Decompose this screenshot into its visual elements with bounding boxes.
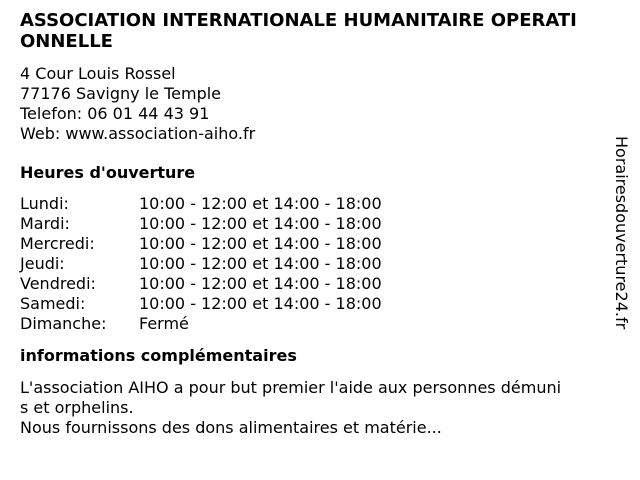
info-description	[20, 378, 565, 438]
address-block	[20, 64, 600, 144]
hours-row-jeudi	[20, 254, 600, 274]
address-city: 77176 Savigny le Temple	[20, 84, 222, 103]
phone-number: Telefon: 06 01 44 43 91	[20, 104, 210, 123]
hours-row-mardi	[20, 214, 600, 234]
hours-row-lundi	[20, 194, 600, 214]
info-text-line: Nous fournissons des dons alimentaires et matérie...	[20, 418, 442, 437]
hours-day: Jeudi:	[20, 254, 65, 273]
info-heading: informations complémentaires	[20, 346, 297, 365]
hours-row-samedi	[20, 294, 600, 314]
business-name: ASSOCIATION INTERNATIONALE HUMANITAIRE OPERATIONNELLE	[20, 10, 577, 52]
hours-time: 10:00 - 12:00 et 14:00 - 18:00	[139, 234, 382, 253]
hours-table	[20, 194, 600, 334]
hours-day: Mardi:	[20, 214, 70, 233]
hours-time: 10:00 - 12:00 et 14:00 - 18:00	[139, 274, 382, 293]
hours-day: Samedi:	[20, 294, 86, 313]
hours-day: Vendredi:	[20, 274, 96, 293]
hours-time: 10:00 - 12:00 et 14:00 - 18:00	[139, 254, 382, 273]
hours-time: Fermé	[139, 314, 189, 333]
info-text-line: L'association AIHO a pour but premier l'aide aux personnes démunis et orphelins.	[20, 378, 562, 417]
hours-day: Lundi:	[20, 194, 69, 213]
hours-day: Mercredi:	[20, 234, 95, 253]
website: Web: www.association-aiho.fr	[20, 124, 256, 143]
hours-time: 10:00 - 12:00 et 14:00 - 18:00	[139, 294, 382, 313]
site-watermark: Horairesdouverture24.fr	[612, 136, 631, 330]
hours-row-dimanche	[20, 314, 600, 334]
hours-row-mercredi	[20, 234, 600, 254]
hours-time: 10:00 - 12:00 et 14:00 - 18:00	[139, 194, 382, 213]
hours-heading: Heures d'ouverture	[20, 163, 196, 182]
hours-row-vendredi	[20, 274, 600, 294]
hours-time: 10:00 - 12:00 et 14:00 - 18:00	[139, 214, 382, 233]
address-street: 4 Cour Louis Rossel	[20, 64, 176, 83]
hours-day: Dimanche:	[20, 314, 107, 333]
business-card	[20, 10, 600, 438]
